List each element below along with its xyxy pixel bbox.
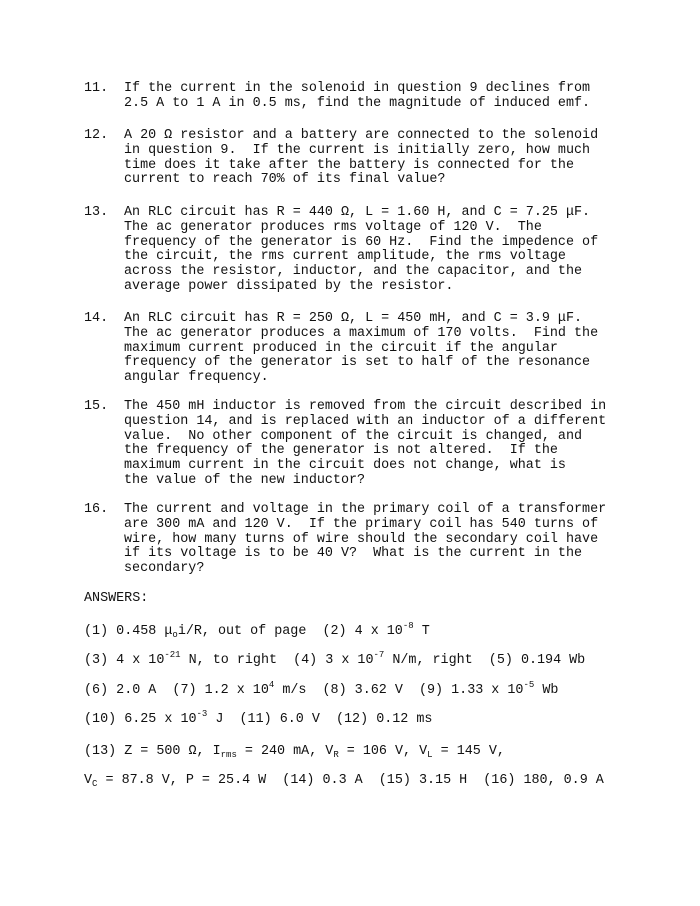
- answer-5: [489, 653, 585, 668]
- answer-2: [322, 621, 430, 639]
- answer-subscript: R: [333, 750, 339, 760]
- question-text-line: time does it take after the battery is connected for the: [124, 157, 574, 173]
- question-text-line: 2.5 A to 1 A in 0.5 ms, find the magnitude of induced emf.: [124, 95, 591, 111]
- answer-value: 0.12 ms: [376, 712, 433, 727]
- answer-value: 0.458 μ: [116, 624, 173, 639]
- answer-7: [172, 680, 307, 698]
- answer-number: (10): [84, 712, 117, 727]
- question-text-line: An RLC circuit has R = 440 Ω, L = 1.60 H, and C = 7.25 μF.: [124, 205, 591, 220]
- answer-number: (4): [293, 653, 318, 668]
- answer-number: (13): [84, 744, 117, 759]
- question-text-line: A 20 Ω resistor and a battery are connected to the solenoid: [124, 128, 599, 143]
- answer-number: (1): [84, 624, 109, 639]
- answer-symbol: I: [212, 744, 221, 759]
- answer-value: 6.25 x 10: [124, 712, 197, 727]
- question-text-line: are 300 mA and 120 V. If the primary coil has 540 turns of: [124, 516, 599, 532]
- answer-3: [84, 650, 278, 668]
- question-text-line: frequency of the generator is 60 Hz. Find the impedence of: [124, 234, 599, 250]
- answer-exponent: -3: [196, 709, 208, 719]
- answer-number: (9): [418, 683, 444, 698]
- answer-value: 180, 0.9 A: [523, 773, 604, 788]
- answer-unit: N, to right: [188, 653, 278, 668]
- answer-9: [418, 680, 559, 698]
- question-text-line: secondary?: [124, 561, 205, 577]
- answer-value: = 106 V,: [346, 744, 412, 759]
- answer-subscript: o: [172, 630, 178, 640]
- answer-8: [323, 683, 403, 698]
- answer-12: [336, 712, 432, 727]
- answer-number: (15): [378, 773, 411, 788]
- answer-value: = 145 V,: [440, 744, 505, 759]
- answer-value: 0.3 A: [322, 773, 363, 788]
- answer-number: (8): [322, 683, 347, 698]
- question-text-line: the circuit, the rms current amplitude, the rms voltage: [124, 249, 566, 265]
- question-text-line: maximum current produced in the circuit if the angular: [124, 340, 558, 356]
- question-text-line: question 14, and is replaced with an inductor of a different: [124, 413, 607, 429]
- answer-symbol: V: [419, 744, 428, 759]
- answer-line: [84, 680, 559, 698]
- question-text-line: angular frequency.: [124, 370, 269, 386]
- answer-value: = 240 mA,: [244, 744, 318, 759]
- answer-number: (6): [84, 683, 109, 698]
- answer-line: [84, 650, 586, 668]
- answer-value: = 87.8 V, P = 25.4 W: [105, 773, 267, 788]
- question-text-line: frequency of the generator is set to half of the resonance: [124, 355, 591, 371]
- answer-value: i/R, out of page: [177, 624, 307, 639]
- answer-value: 2.0 A: [116, 683, 157, 698]
- question-number: 16.: [84, 502, 109, 517]
- answer-number: (12): [335, 712, 369, 727]
- answer-value: 4 x 10: [116, 653, 165, 668]
- question-text-line: The current and voltage in the primary coil of a transformer: [124, 502, 607, 517]
- answer-unit: Wb: [542, 683, 559, 698]
- answers-heading: ANSWERS:: [84, 591, 149, 606]
- question-text-line: average power dissipated by the resistor.: [124, 278, 454, 294]
- answer-value: 3 x 10: [325, 653, 374, 668]
- answer-number: (7): [172, 683, 197, 698]
- question-text-line: current to reach 70% of its final value?: [124, 172, 446, 188]
- answer-number: (11): [239, 712, 272, 727]
- answer-13: [84, 744, 505, 759]
- answer-value: Z = 500 Ω,: [124, 744, 205, 759]
- answer-number: (16): [483, 773, 516, 788]
- answer-15: [379, 773, 467, 788]
- answer-value: 1.2 x 10: [204, 683, 269, 698]
- question-text-line: If the current in the solenoid in question 9 declines from: [124, 81, 591, 96]
- answer-subscript: L: [427, 750, 433, 760]
- answer-line: [84, 709, 433, 727]
- question-text-line: The ac generator produces a maximum of 170 volts. Find the: [124, 325, 599, 341]
- question-text-line: maximum current in the circuit does not change, what is: [124, 458, 566, 474]
- answer-11: [240, 712, 320, 727]
- answer-value: 4 x 10: [354, 624, 403, 639]
- answer-unit: N/m, right: [392, 653, 473, 668]
- answer-14: [282, 773, 362, 788]
- question-number: 12.: [84, 128, 109, 143]
- answer-line: [84, 744, 505, 759]
- answer-exponent: 4: [268, 680, 275, 690]
- answer-subscript: rms: [220, 750, 237, 760]
- answer-unit: J: [215, 712, 224, 727]
- answer-unit: T: [421, 624, 430, 639]
- answer-6: [84, 683, 156, 698]
- question-number: 14.: [84, 311, 109, 326]
- question-text-line: The 450 mH inductor is removed from the circuit described in: [124, 399, 607, 414]
- answer-4: [293, 650, 473, 668]
- answer-16: [483, 773, 604, 788]
- answer-number: (2): [322, 624, 347, 639]
- answer-exponent: -7: [373, 650, 385, 660]
- answer-number: (14): [282, 773, 315, 788]
- answer-line: [84, 773, 604, 788]
- question-text-line: value. No other component of the circuit is changed, and: [124, 428, 583, 444]
- answer-exponent: -8: [402, 621, 414, 631]
- question-text-line: the value of the new inductor?: [124, 472, 366, 488]
- answer-10: [84, 709, 224, 727]
- question-text-line: the frequency of the generator is not altered. If the: [124, 443, 558, 459]
- answer-exponent: -5: [523, 680, 535, 690]
- question-text-line: An RLC circuit has R = 250 Ω, L = 450 mH, and C = 3.9 μF.: [124, 311, 583, 326]
- question-number: 13.: [84, 205, 109, 220]
- answer-number: (5): [488, 653, 513, 668]
- answer-13-continued: [84, 773, 266, 788]
- question-text-line: in question 9. If the current is initially zero, how much: [124, 142, 591, 158]
- answer-line: [84, 621, 430, 640]
- question-text-line: The ac generator produces rms voltage of 120 V. The: [124, 219, 542, 235]
- answer-symbol: V: [84, 773, 93, 788]
- answer-value: 6.0 V: [279, 712, 320, 727]
- answer-value: 3.62 V: [354, 683, 403, 698]
- question-text-line: wire, how many turns of wire should the secondary coil have: [124, 531, 599, 547]
- answer-subscript: C: [92, 779, 98, 789]
- answer-1: [84, 624, 306, 639]
- question-text-line: across the resistor, inductor, and the capacitor, and the: [124, 264, 583, 280]
- answer-exponent: -21: [164, 650, 181, 660]
- answer-symbol: V: [325, 744, 334, 759]
- question-text-line: if its voltage is to be 40 V? What is the current in the: [124, 546, 583, 562]
- answer-number: (3): [84, 653, 109, 668]
- answer-value: 3.15 H: [418, 773, 468, 788]
- question-number: 11.: [84, 81, 109, 96]
- answer-unit: m/s: [282, 683, 307, 698]
- answer-value: 0.194 Wb: [520, 653, 586, 668]
- question-number: 15.: [84, 399, 109, 414]
- answer-value: 1.33 x 10: [451, 683, 524, 698]
